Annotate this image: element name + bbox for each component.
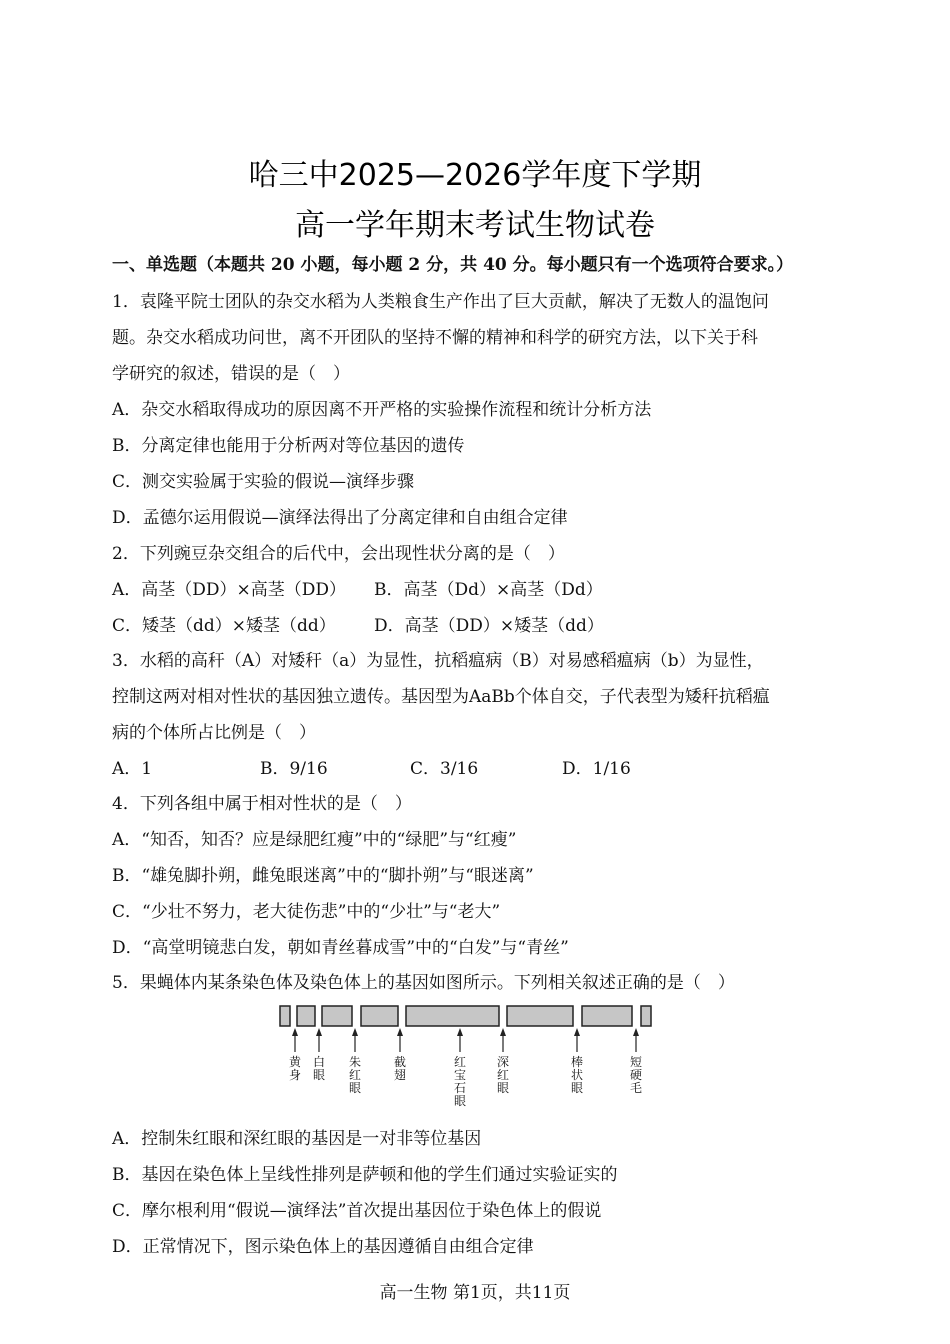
- q2-option-d: D．高茎（DD）×矮茎（dd）: [374, 616, 604, 636]
- gene-arrow-head: [316, 1028, 322, 1036]
- q4-option-b: B．“雄兔脚扑朔，雌兔眼迷离”中的“脚扑朔”与“眼迷离”: [112, 866, 534, 886]
- gene-arrow-head: [500, 1028, 506, 1036]
- exam-title-line2: 高一学年期末考试生物试卷: [295, 208, 655, 243]
- q2-option-b: B．高茎（Dd）×高茎（Dd）: [374, 580, 603, 600]
- q4-option-a: A．“知否，知否？应是绿肥红瘦”中的“绿肥”与“红瘦”: [112, 830, 517, 850]
- gene-arrows: [292, 1028, 639, 1052]
- gene-label: 深红眼: [496, 1055, 510, 1095]
- chromosome-segment: [507, 1006, 573, 1026]
- gene-label: 棒状眼: [570, 1055, 584, 1095]
- q1-stem-line: 1．袁隆平院士团队的杂交水稻为人类粮食生产作出了巨大贡献，解决了无数人的温饱问: [112, 292, 769, 312]
- exam-title-line1: 哈三中2025—2026学年度下学期: [248, 158, 702, 193]
- q2-stem: 2．下列豌豆杂交组合的后代中，会出现性状分离的是（ ）: [112, 544, 565, 564]
- q3-option-b: B．9/16: [260, 759, 328, 779]
- chromosome-segment: [280, 1006, 290, 1026]
- q1-option-a: A．杂交水稻取得成功的原因离不开严格的实验操作流程和统计分析方法: [112, 400, 652, 420]
- q5-option-b: B．基因在染色体上呈线性排列是萨顿和他的学生们通过实验证实的: [112, 1165, 618, 1185]
- gene-arrow-head: [292, 1028, 298, 1036]
- section-heading: 一、单选题（本题共 20 小题，每小题 2 分，共 40 分。每小题只有一个选项符合要求。）: [112, 255, 794, 275]
- q1-option-d: D．孟德尔运用假说—演绎法得出了分离定律和自由组合定律: [112, 508, 568, 528]
- gene-labels: [289, 1054, 642, 1108]
- q1-stem-line: 题。杂交水稻成功问世，离不开团队的坚持不懈的精神和科学的研究方法，以下关于科: [112, 328, 758, 348]
- q4-option-d: D．“高堂明镜悲白发，朝如青丝暮成雪”中的“白发”与“青丝”: [112, 938, 569, 958]
- gene-label: 白眼: [312, 1055, 326, 1082]
- q2-option-a: A．高茎（DD）×高茎（DD）: [112, 580, 347, 600]
- gene-arrow-head: [397, 1028, 403, 1036]
- gene-label: 短硬毛: [629, 1055, 643, 1095]
- q1-option-b: B．分离定律也能用于分析两对等位基因的遗传: [112, 436, 465, 456]
- q5-stem: 5．果蝇体内某条染色体及染色体上的基因如图所示。下列相关叙述正确的是（ ）: [112, 973, 735, 993]
- q4-stem: 4．下列各组中属于相对性状的是（ ）: [112, 794, 412, 814]
- q3-option-d: D．1/16: [562, 759, 631, 779]
- q2-options-row2: [112, 615, 812, 637]
- q2-option-c: C．矮茎（dd）×矮茎（dd）: [112, 616, 336, 636]
- gene-arrow-head: [633, 1028, 639, 1036]
- q3-stem-line: 病的个体所占比例是（ ）: [112, 723, 316, 743]
- q5-option-c: C．摩尔根利用“假说—演绎法”首次提出基因位于染色体上的假说: [112, 1201, 602, 1221]
- q3-option-a: A．1: [112, 759, 153, 779]
- chromosome-segment: [641, 1006, 651, 1026]
- chromosome-segment: [582, 1006, 632, 1026]
- chromosome-diagram: [0, 1000, 950, 1112]
- q1-option-c: C．测交实验属于实验的假说—演绎步骤: [112, 472, 415, 492]
- q3-options-row: [112, 758, 812, 780]
- gene-arrow-head: [352, 1028, 358, 1036]
- chromosome-segment: [322, 1006, 352, 1026]
- chromosome-segment: [406, 1006, 499, 1026]
- gene-label: 黄身: [288, 1055, 302, 1082]
- gene-arrow-head: [457, 1028, 463, 1036]
- q3-option-c: C．3/16: [410, 759, 479, 779]
- gene-arrow-head: [574, 1028, 580, 1036]
- chromosome-segment: [361, 1006, 398, 1026]
- q1-stem-line: 学研究的叙述，错误的是（ ）: [112, 364, 350, 384]
- q3-stem-line: 控制这两对相对性状的基因独立遗传。基因型为AaBb个体自交，子代表型为矮秆抗稻瘟: [112, 687, 770, 707]
- gene-label: 截翅: [393, 1055, 407, 1082]
- page-footer: 高一生物 第1页，共11页: [379, 1283, 571, 1303]
- chromosome-segment: [297, 1006, 315, 1026]
- q5-option-d: D．正常情况下，图示染色体上的基因遵循自由组合定律: [112, 1237, 534, 1257]
- gene-label: 红宝石眼: [453, 1055, 467, 1108]
- gene-label: 朱红眼: [348, 1055, 362, 1095]
- q2-options-row1: [112, 579, 812, 601]
- q5-option-a: A．控制朱红眼和深红眼的基因是一对非等位基因: [112, 1129, 482, 1149]
- q3-stem-line: 3．水稻的高秆（A）对矮秆（a）为显性，抗稻瘟病（B）对易感稻瘟病（b）为显性，: [112, 651, 764, 671]
- q4-option-c: C．“少壮不努力，老大徒伤悲”中的“少壮”与“老大”: [112, 902, 501, 922]
